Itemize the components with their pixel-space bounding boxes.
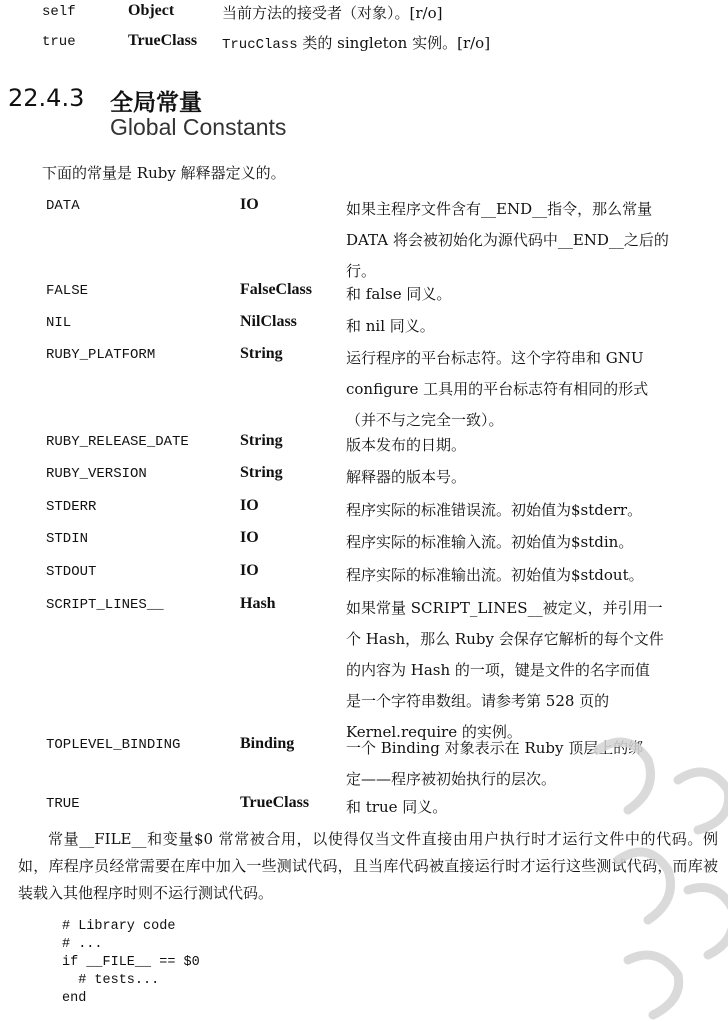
- constant-name: DATA: [46, 198, 80, 214]
- desc-line: Kernel.require 的实例。: [346, 723, 522, 741]
- desc-line: 如果常量 SCRIPT_LINES__被定义，并引用一: [346, 599, 663, 617]
- constant-name: STDOUT: [46, 564, 97, 580]
- desc-line: 一个 Binding 对象表示在 Ruby 顶层上的绑: [346, 739, 644, 757]
- constant-name: TOPLEVEL_BINDING: [46, 737, 181, 753]
- constant-desc: [346, 194, 714, 287]
- section-title-en: Global Constants: [110, 114, 287, 140]
- top-row-self: [0, 0, 728, 26]
- desc-line: configure 工具用的平台标志符有相同的形式: [346, 380, 649, 398]
- desc-line: 解释器的版本号。: [346, 468, 467, 486]
- desc-line: （并不与之完全一致）。: [346, 411, 504, 429]
- constant-name: STDERR: [46, 499, 97, 515]
- constant-name: NIL: [46, 315, 72, 331]
- top-row-desc-code: TrucClass: [222, 37, 298, 53]
- constant-desc: [346, 495, 714, 526]
- constant-name: STDIN: [46, 531, 89, 547]
- constant-class: IO: [240, 562, 259, 579]
- top-row-class: Object: [128, 2, 175, 19]
- code-block: # Library code # ... if __FILE__ == $0 # tests... end: [62, 919, 200, 1006]
- desc-line: DATA 将会被初始化为源代码中__END__之后的: [346, 231, 669, 249]
- constant-class: IO: [240, 196, 259, 213]
- desc-line: 行。: [346, 262, 377, 280]
- desc-line: 和 nil 同义。: [346, 317, 435, 335]
- top-row-class: TrueClass: [128, 32, 198, 49]
- top-row-name: true: [42, 34, 76, 50]
- constant-desc: [346, 462, 714, 493]
- desc-line: 的内容为 Hash 的一项，键是文件的名字而值: [346, 661, 650, 679]
- constant-class: String: [240, 345, 283, 362]
- constant-name: RUBY_PLATFORM: [46, 347, 156, 363]
- desc-line: 和 false 同义。: [346, 285, 452, 303]
- constant-name: RUBY_RELEASE_DATE: [46, 434, 189, 450]
- constant-name: TRUE: [46, 796, 80, 812]
- desc-line: 程序实际的标准输入流。初始值为$stdin。: [346, 533, 634, 551]
- desc-line: 版本发布的日期。: [346, 436, 467, 454]
- constant-class: String: [240, 432, 283, 449]
- constant-desc: [346, 430, 714, 461]
- constant-desc: [346, 343, 714, 436]
- desc-line: 个 Hash，那么 Ruby 会保存它解析的每个文件: [346, 630, 664, 648]
- top-row-name: self: [42, 4, 76, 20]
- constant-name: FALSE: [46, 283, 89, 299]
- section-title-cn: 全局常量: [110, 90, 202, 116]
- desc-line: 程序实际的标准输出流。初始值为$stdout。: [346, 566, 644, 584]
- constant-class: IO: [240, 497, 259, 514]
- constant-desc: [346, 560, 714, 591]
- constant-class: Binding: [240, 735, 295, 752]
- desc-line: 是一个字符串数组。请参考第 528 页的: [346, 692, 610, 710]
- desc-line: 定——程序被初始执行的层次。: [346, 770, 557, 788]
- desc-line: 程序实际的标准错误流。初始值为$stderr。: [346, 501, 643, 519]
- section-number: 22.4.3: [8, 84, 85, 112]
- constant-class: Hash: [240, 595, 276, 612]
- constant-class: IO: [240, 529, 259, 546]
- constant-class: NilClass: [240, 313, 297, 330]
- constant-desc: [346, 279, 714, 310]
- desc-line: 如果主程序文件含有__END__指令，那么常量: [346, 200, 653, 218]
- constant-class: TrueClass: [240, 794, 310, 811]
- constant-desc: [346, 527, 714, 558]
- intro-text: 下面的常量是 Ruby 解释器定义的。: [42, 164, 286, 182]
- watermark-stamp: [558, 720, 728, 1020]
- top-row-desc: [222, 32, 490, 53]
- constant-class: String: [240, 464, 283, 481]
- desc-line: 运行程序的平台标志符。这个字符串和 GNU: [346, 349, 644, 367]
- constant-name: SCRIPT_LINES__: [46, 597, 164, 613]
- constant-class: FalseClass: [240, 281, 312, 298]
- top-row-desc-text: 类的 singleton 实例。[r/o]: [302, 34, 491, 52]
- constant-name: RUBY_VERSION: [46, 466, 147, 482]
- body-paragraph: 常量__FILE__和变量$0 常常被合用，以使得仅当文件直接由用户执行时才运行文件中的代码。例如，库程序员经常需要在库中加入一些测试代码，且当库代码被直接运行时才运行这些测试代码，而库被装载入其他程序时则不运行测试代码。: [18, 830, 718, 902]
- desc-line: 和 true 同义。: [346, 798, 448, 816]
- constant-desc: [346, 311, 714, 342]
- top-row-true: [0, 30, 728, 56]
- top-row-desc: 当前方法的接受者（对象）。[r/o]: [222, 4, 443, 22]
